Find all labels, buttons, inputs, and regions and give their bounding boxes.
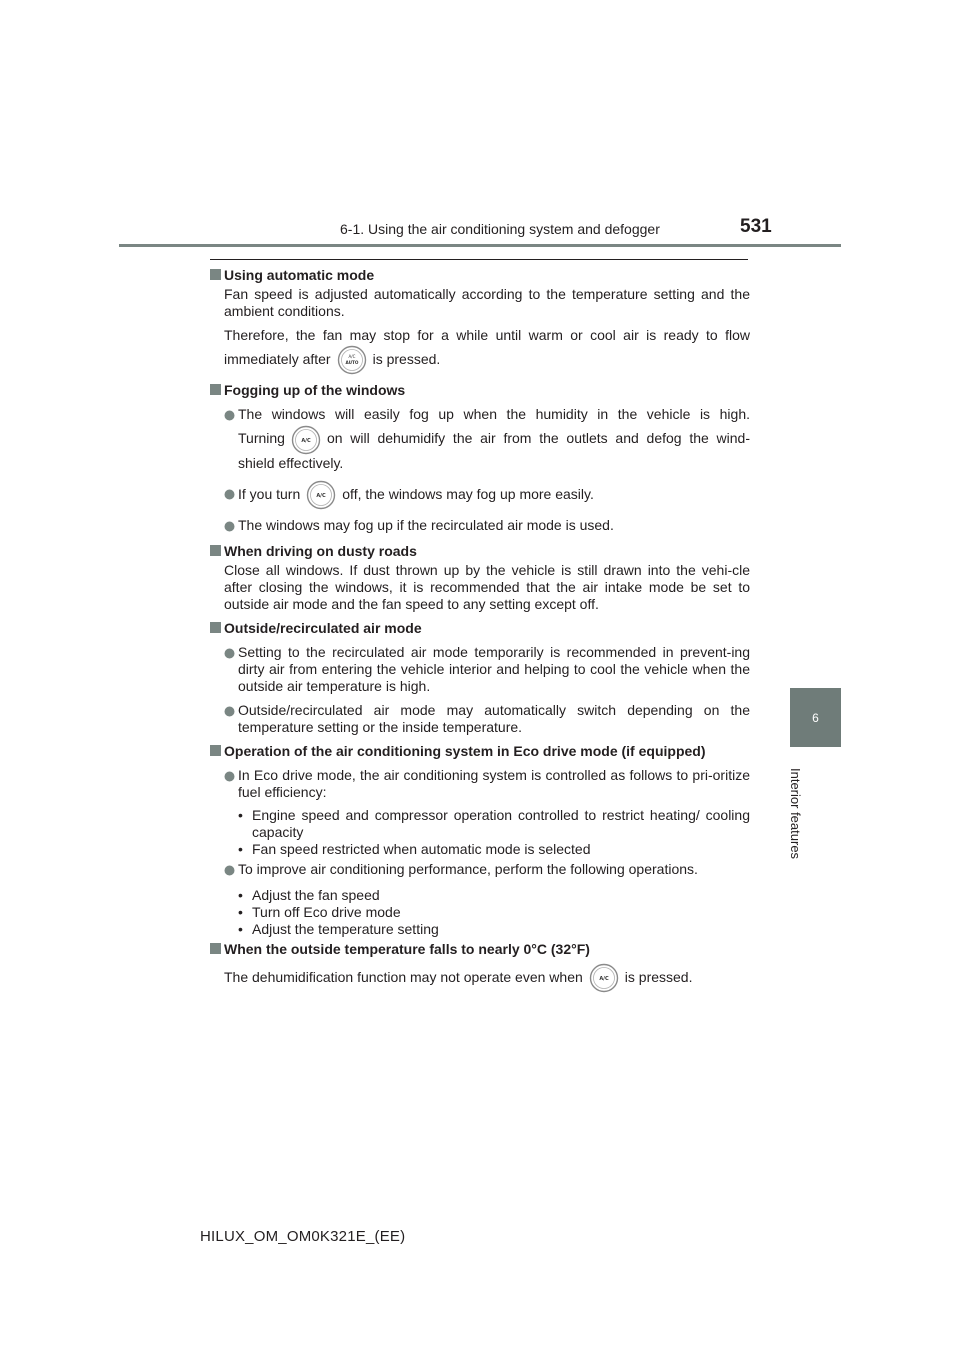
document-code: HILUX_OM_OM0K321E_(EE) bbox=[200, 1228, 406, 1245]
section-heading-eco: Operation of the air conditioning system in Eco drive mode (if equipped) bbox=[210, 743, 750, 760]
paragraph: The dehumidification function may not operate even when A/C is pressed. bbox=[224, 962, 750, 993]
section-heading-dusty: When driving on dusty roads bbox=[210, 543, 750, 560]
list-item: In Eco drive mode, the air conditioning system is controlled as follows to pri-oritize fuel efficiency: bbox=[224, 767, 750, 801]
chapter-label: Interior features bbox=[788, 768, 803, 860]
paragraph: Therefore, the fan may stop for a while until warm or cool air is ready to flow immediately after A/C AUTO is pressed. bbox=[224, 327, 750, 375]
round-bullet-icon bbox=[224, 519, 238, 536]
paragraph: Close all windows. If dust thrown up by the vehicle is still drawn into the vehi-cle after closing the windows, it is recommended that the air intake mode be set to outside air mode and the fan speed to any setting except off. bbox=[224, 561, 750, 612]
sub-list bbox=[238, 807, 750, 858]
sub-list-item: • Fan speed restricted when automatic mode is selected bbox=[238, 840, 591, 857]
section-heading-auto: Using automatic mode bbox=[210, 267, 750, 284]
square-bullet-icon bbox=[210, 622, 222, 634]
ac-button-icon bbox=[589, 963, 619, 993]
list-item: The windows may fog up if the recirculated air mode is used. bbox=[224, 517, 750, 536]
round-bullet-icon bbox=[224, 408, 238, 425]
square-bullet-icon bbox=[210, 384, 222, 396]
list-item: Outside/recirculated air mode may automatically switch depending on the temperature setting or the inside temperature. bbox=[224, 702, 750, 736]
chapter-tab bbox=[790, 688, 841, 747]
paragraph: Fan speed is adjusted automatically according to the temperature setting and the ambient conditions. bbox=[224, 286, 750, 319]
svg-text:AUTO: AUTO bbox=[345, 360, 359, 366]
svg-text:A/C: A/C bbox=[599, 976, 609, 983]
ac-button-icon bbox=[291, 425, 321, 455]
ac-button-icon bbox=[306, 480, 336, 510]
section-heading-outside: Outside/recirculated air mode bbox=[210, 620, 750, 637]
round-bullet-icon bbox=[224, 863, 238, 880]
header-rule bbox=[119, 244, 841, 247]
page-number: 531 bbox=[740, 216, 772, 237]
sub-list bbox=[238, 887, 750, 938]
svg-text:A/C: A/C bbox=[301, 437, 311, 444]
section-heading-cold: When the outside temperature falls to nearly 0°C (32°F) bbox=[210, 941, 750, 958]
list-item: To improve air conditioning performance, perform the following operations. bbox=[224, 861, 750, 880]
list-item: Setting to the recirculated air mode temporarily is recommended in prevent-ing dirty air from entering the vehicle interior and helping to cool the vehicle when the outside air temperature is high. bbox=[224, 644, 750, 695]
header-title: 6-1. Using the air conditioning system and defogger bbox=[340, 221, 660, 237]
square-bullet-icon bbox=[210, 545, 222, 557]
chapter-number: 6 bbox=[812, 710, 819, 725]
content bbox=[210, 265, 750, 993]
sub-list-item: • Adjust the fan speed bbox=[238, 886, 380, 903]
svg-text:A/C: A/C bbox=[316, 492, 326, 499]
round-bullet-icon bbox=[224, 704, 238, 721]
auto-button-icon bbox=[337, 345, 367, 375]
sub-list-item: • Adjust the temperature setting bbox=[238, 920, 439, 937]
list-item: The windows will easily fog up when the humidity in the vehicle is high. Turning A/C on will dehumidify the air from the outlets and defog the wind- shield effectively. bbox=[224, 406, 750, 471]
section-heading-fog: Fogging up of the windows bbox=[210, 382, 750, 399]
round-bullet-icon bbox=[224, 646, 238, 663]
content-rule bbox=[210, 259, 748, 260]
square-bullet-icon bbox=[210, 745, 222, 757]
list-item: If you turn A/C off, the windows may fog up more easily. bbox=[224, 479, 750, 510]
round-bullet-icon bbox=[224, 487, 238, 504]
square-bullet-icon bbox=[210, 269, 222, 281]
round-bullet-icon bbox=[224, 769, 238, 786]
sub-list-item: • Engine speed and compressor operation controlled to restrict heating/ cooling capacity bbox=[238, 806, 750, 840]
square-bullet-icon bbox=[210, 943, 222, 955]
sub-list-item: • Turn off Eco drive mode bbox=[238, 903, 401, 920]
svg-text:A/C: A/C bbox=[348, 354, 356, 360]
